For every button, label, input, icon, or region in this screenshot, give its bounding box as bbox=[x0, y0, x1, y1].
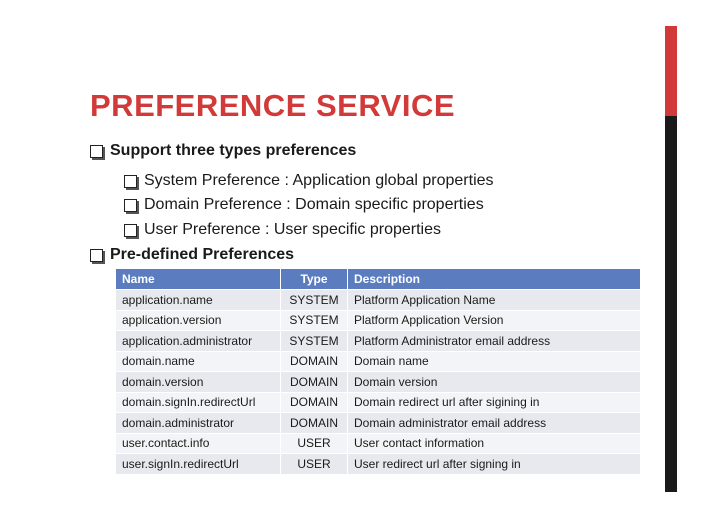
bullet-support-types bbox=[90, 142, 356, 160]
bullet-user-preference bbox=[124, 221, 441, 239]
cell-description: Domain name bbox=[348, 351, 641, 372]
cell-name: application.administrator bbox=[116, 331, 281, 352]
checkbox-bullet-icon bbox=[124, 199, 137, 212]
table-row bbox=[116, 290, 641, 311]
table-row bbox=[116, 372, 641, 393]
cell-description: Platform Application Name bbox=[348, 290, 641, 311]
column-header-name: Name bbox=[116, 269, 281, 290]
cell-name: domain.name bbox=[116, 351, 281, 372]
cell-name: application.version bbox=[116, 310, 281, 331]
table-row bbox=[116, 351, 641, 372]
cell-type: USER bbox=[281, 454, 348, 475]
cell-description: User contact information bbox=[348, 433, 641, 454]
bullet-text: User Preference : User specific properties bbox=[144, 221, 441, 238]
preferences-table bbox=[115, 268, 641, 475]
accent-bar-red bbox=[665, 26, 677, 116]
table-row bbox=[116, 331, 641, 352]
checkbox-bullet-icon bbox=[124, 175, 137, 188]
cell-description: Platform Administrator email address bbox=[348, 331, 641, 352]
cell-name: domain.version bbox=[116, 372, 281, 393]
column-header-type: Type bbox=[281, 269, 348, 290]
bullet-domain-preference bbox=[124, 196, 484, 214]
cell-description: Domain redirect url after sigining in bbox=[348, 392, 641, 413]
checkbox-bullet-icon bbox=[124, 224, 137, 237]
bullet-text: Domain Preference : Domain specific properties bbox=[144, 196, 484, 213]
cell-name: application.name bbox=[116, 290, 281, 311]
bullet-text: Support three types preferences bbox=[110, 142, 357, 159]
table-row bbox=[116, 413, 641, 434]
table-row bbox=[116, 433, 641, 454]
table-header-row bbox=[116, 269, 641, 290]
bullet-predefined-preferences bbox=[90, 246, 294, 264]
cell-type: SYSTEM bbox=[281, 331, 348, 352]
cell-type: DOMAIN bbox=[281, 413, 348, 434]
table-row bbox=[116, 454, 641, 475]
cell-description: User redirect url after signing in bbox=[348, 454, 641, 475]
bullet-text: System Preference : Application global properties bbox=[144, 172, 494, 189]
table-row bbox=[116, 310, 641, 331]
checkbox-bullet-icon bbox=[90, 145, 103, 158]
checkbox-bullet-icon bbox=[90, 249, 103, 262]
cell-description: Domain administrator email address bbox=[348, 413, 641, 434]
cell-type: DOMAIN bbox=[281, 351, 348, 372]
cell-type: DOMAIN bbox=[281, 372, 348, 393]
cell-type: DOMAIN bbox=[281, 392, 348, 413]
cell-type: SYSTEM bbox=[281, 290, 348, 311]
slide-title: PREFERENCE SERVICE bbox=[90, 88, 456, 123]
cell-name: domain.signIn.redirectUrl bbox=[116, 392, 281, 413]
cell-type: SYSTEM bbox=[281, 310, 348, 331]
bullet-system-preference bbox=[124, 172, 494, 190]
cell-name: user.signIn.redirectUrl bbox=[116, 454, 281, 475]
column-header-description: Description bbox=[348, 269, 641, 290]
cell-name: user.contact.info bbox=[116, 433, 281, 454]
cell-type: USER bbox=[281, 433, 348, 454]
bullet-text: Pre-defined Preferences bbox=[110, 246, 295, 263]
cell-description: Platform Application Version bbox=[348, 310, 641, 331]
table-row bbox=[116, 392, 641, 413]
accent-bar-black bbox=[665, 116, 677, 492]
cell-description: Domain version bbox=[348, 372, 641, 393]
cell-name: domain.administrator bbox=[116, 413, 281, 434]
